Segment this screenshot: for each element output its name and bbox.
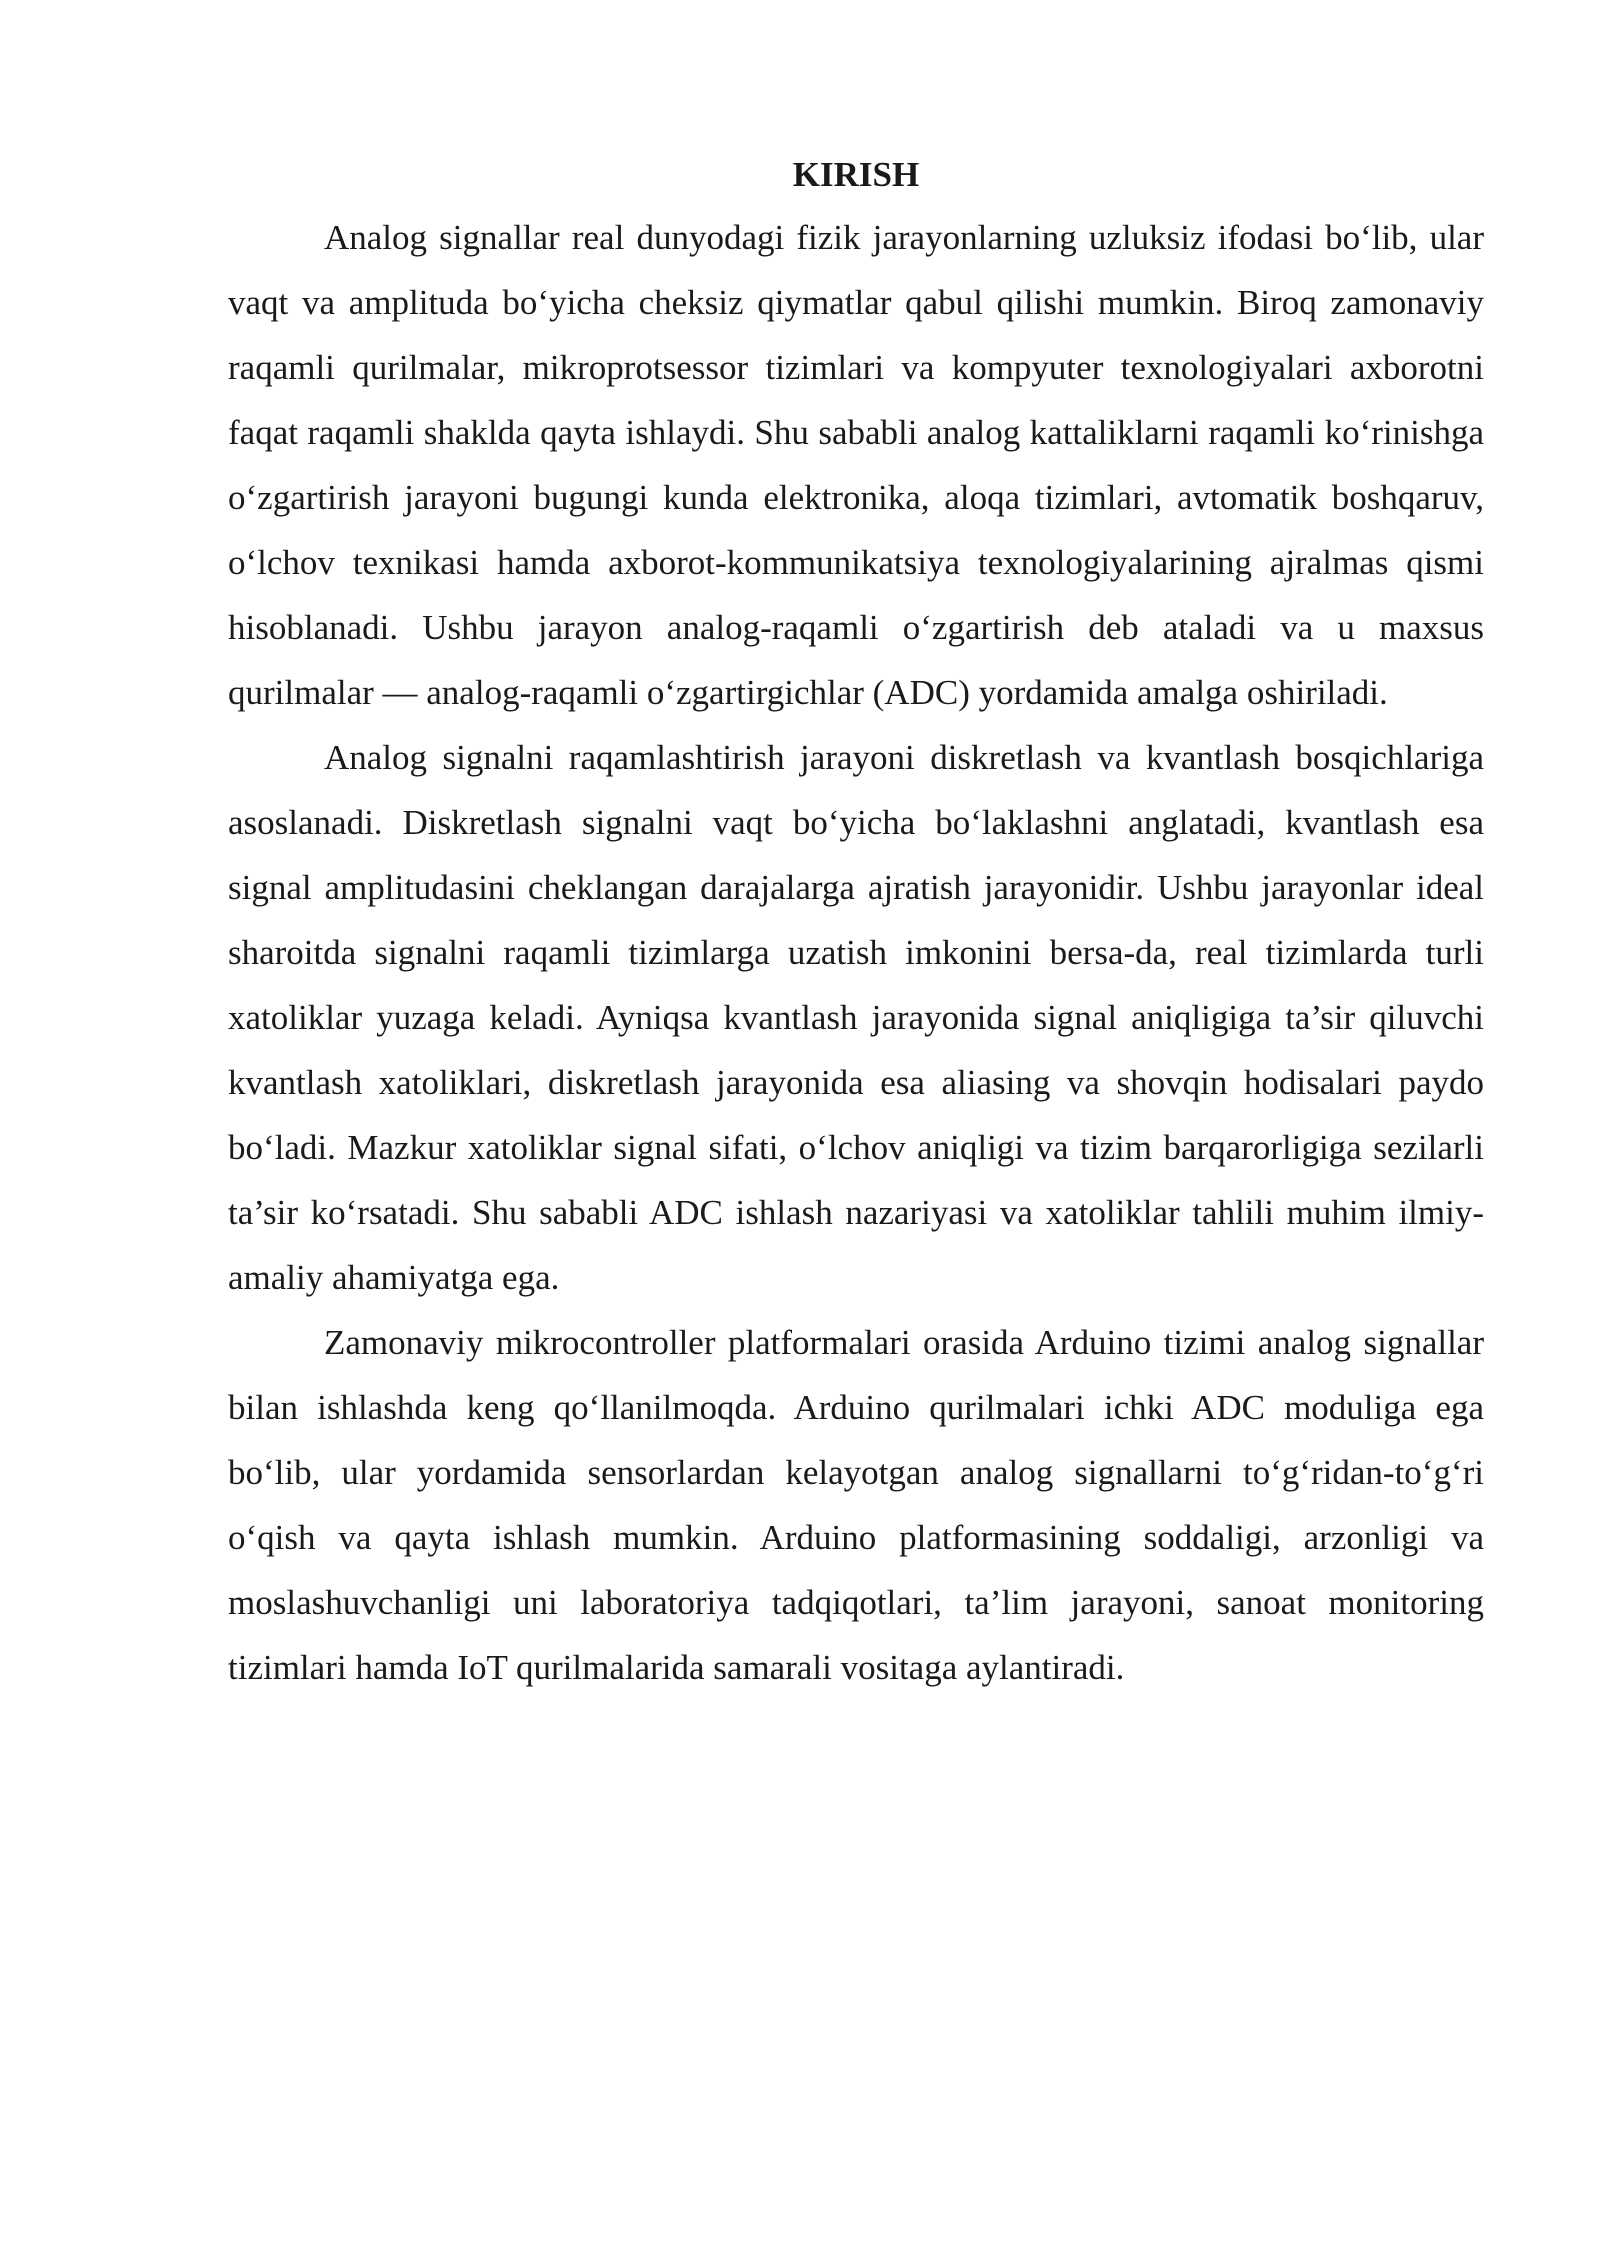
paragraph-3: Zamonaviy mikrocontroller platformalari orasida Arduino tizimi analog signallar bilan ishlashda keng qo‘llanilmoqda. Arduino qurilmalari ichki ADC moduliga ega bo‘lib, ular yordamida sensorlardan kelayotgan analog signallarni to‘g‘ridan-to‘g‘ri o‘qish va qayta ishlash mumkin. Arduino platformasining soddaligi, arzonligi va moslashuvchanligi uni laboratoriya tadqiqotlari, ta’lim jarayoni, sanoat monitoring tizimlari hamda IoT qurilmalarida samarali vositaga aylantiradi. — [228, 1323, 1484, 1687]
document-body — [228, 145, 1484, 1700]
section-title: KIRISH — [792, 155, 920, 194]
paragraph-2: Analog signalni raqamlashtirish jarayoni diskretlash va kvantlash bosqichlariga asoslanadi. Diskretlash signalni vaqt bo‘yicha bo‘laklashni anglatadi, kvantlash esa signal amplitudasini cheklangan darajalarga ajratish jarayonidir. Ushbu jarayonlar ideal sharoitda signalni raqamli tizimlarga uzatish imkonini bersa-da, real tizimlarda turli xatoliklar yuzaga keladi. Ayniqsa kvantlash jarayonida signal aniqligiga ta’sir qiluvchi kvantlash xatoliklari, diskretlash jarayonida esa aliasing va shovqin hodisalari paydo bo‘ladi. Mazkur xatoliklar signal sifati, o‘lchov aniqligi va tizim barqarorligiga sezilarli ta’sir ko‘rsatadi. Shu sababli ADC ishlash nazariyasi va xatoliklar tahlili muhim ilmiy-amaliy ahamiyatga ega. — [228, 738, 1484, 1297]
paragraph-1: Analog signallar real dunyodagi fizik jarayonlarning uzluksiz ifodasi bo‘lib, ular vaqt va amplituda bo‘yicha cheksiz qiymatlar qabul qilishi mumkin. Biroq zamonaviy raqamli qurilmalar, mikroprotsessor tizimlari va kompyuter texnologiyalari axborotni faqat raqamli shaklda qayta ishlaydi. Shu sababli analog kattaliklarni raqamli ko‘rinishga o‘zgartirish jarayoni bugungi kunda elektronika, aloqa tizimlari, avtomatik boshqaruv, o‘lchov texnikasi hamda axborot-kommunikatsiya texnologiyalarining ajralmas qismi hisoblanadi. Ushbu jarayon analog-raqamli o‘zgartirish deb ataladi va u maxsus qurilmalar — analog-raqamli o‘zgartirgichlar (ADC) yordamida amalga oshiriladi. — [228, 218, 1484, 712]
